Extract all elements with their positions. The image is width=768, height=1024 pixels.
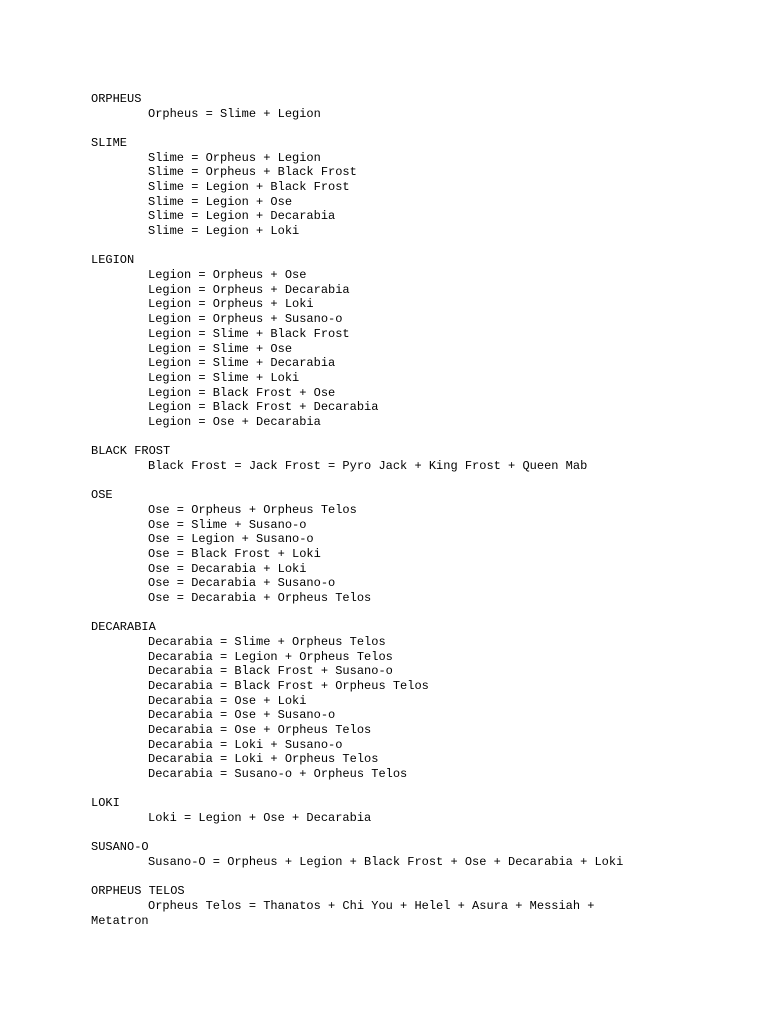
fusion-line: Slime = Legion + Decarabia — [148, 209, 336, 224]
fusion-line: Slime = Legion + Loki — [148, 224, 300, 239]
section-susano-o — [91, 840, 731, 869]
fusion-line: Legion = Slime + Ose — [148, 341, 293, 356]
section-slime — [91, 136, 731, 239]
fusion-line: Decarabia = Loki + Orpheus Telos — [148, 752, 379, 767]
section-heading: LEGION — [91, 253, 135, 268]
section-loki — [91, 796, 731, 825]
fusion-line: Legion = Orpheus + Ose — [148, 268, 307, 283]
fusion-line: Ose = Black Frost + Loki — [148, 546, 321, 561]
section-heading: DECARABIA — [91, 620, 156, 635]
fusion-line: Decarabia = Ose + Orpheus Telos — [148, 723, 372, 738]
section-ose — [91, 488, 731, 606]
fusion-line: Ose = Decarabia + Orpheus Telos — [148, 591, 372, 605]
section-heading: OSE — [91, 488, 113, 503]
fusion-line: Decarabia = Legion + Orpheus Telos — [148, 649, 393, 664]
fusion-line: Legion = Black Frost + Ose — [148, 385, 336, 400]
fusion-line: Ose = Legion + Susano-o — [148, 532, 314, 547]
fusion-line: Legion = Slime + Loki — [148, 370, 300, 385]
section-heading: ORPHEUS — [91, 92, 142, 106]
section-decarabia — [91, 620, 731, 782]
fusion-line: Decarabia = Slime + Orpheus Telos — [148, 634, 386, 649]
fusion-line: Decarabia = Black Frost + Orpheus Telos — [148, 679, 429, 694]
fusion-line: Slime = Legion + Black Frost — [148, 180, 350, 195]
section-orpheus-telos — [91, 884, 731, 929]
fusion-line: Orpheus Telos = Thanatos + Chi You + Helel + Asura + Messiah + Metatron — [91, 899, 595, 929]
fusion-line: Slime = Legion + Ose — [148, 194, 293, 209]
fusion-line: Legion = Black Frost + Decarabia — [148, 400, 379, 415]
fusion-line: Slime = Orpheus + Black Frost — [148, 165, 357, 180]
section-orpheus — [91, 92, 731, 121]
section-heading: LOKI — [91, 796, 120, 811]
fusion-line: Susano-O = Orpheus + Legion + Black Frost + Ose + Decarabia + Loki — [148, 855, 624, 870]
fusion-line: Decarabia = Ose + Loki — [148, 693, 307, 708]
fusion-line: Legion = Orpheus + Susano-o — [148, 312, 343, 327]
section-heading: BLACK FROST — [91, 444, 171, 459]
fusion-line: Legion = Ose + Decarabia — [148, 414, 321, 429]
fusion-line: Ose = Decarabia + Susano-o — [148, 576, 336, 591]
section-heading: SUSANO-O — [91, 840, 149, 855]
fusion-line: Loki = Legion + Ose + Decarabia — [148, 811, 372, 826]
fusion-line: Decarabia = Black Frost + Susano-o — [148, 664, 393, 679]
fusion-line: Ose = Decarabia + Loki — [148, 561, 307, 576]
fusion-line: Ose = Slime + Susano-o — [148, 517, 307, 532]
section-heading: SLIME — [91, 135, 128, 150]
fusion-line: Black Frost = Jack Frost = Pyro Jack + King Frost + Queen Mab — [148, 458, 588, 473]
fusion-line: Legion = Orpheus + Loki — [148, 297, 314, 312]
fusion-line: Decarabia = Loki + Susano-o — [148, 737, 343, 752]
fusion-line: Legion = Slime + Decarabia — [148, 356, 336, 371]
fusion-line: Decarabia = Ose + Susano-o — [148, 708, 336, 723]
document-body — [91, 92, 731, 944]
fusion-line: Decarabia = Susano-o + Orpheus Telos — [148, 767, 408, 782]
section-heading: ORPHEUS TELOS — [91, 884, 185, 899]
fusion-line: Orpheus = Slime + Legion — [148, 106, 321, 121]
section-legion — [91, 253, 731, 429]
fusion-line: Legion = Slime + Black Frost — [148, 326, 350, 341]
fusion-line: Slime = Orpheus + Legion — [148, 150, 321, 165]
section-black-frost — [91, 444, 731, 473]
fusion-line: Legion = Orpheus + Decarabia — [148, 282, 350, 297]
fusion-line: Ose = Orpheus + Orpheus Telos — [148, 502, 357, 517]
